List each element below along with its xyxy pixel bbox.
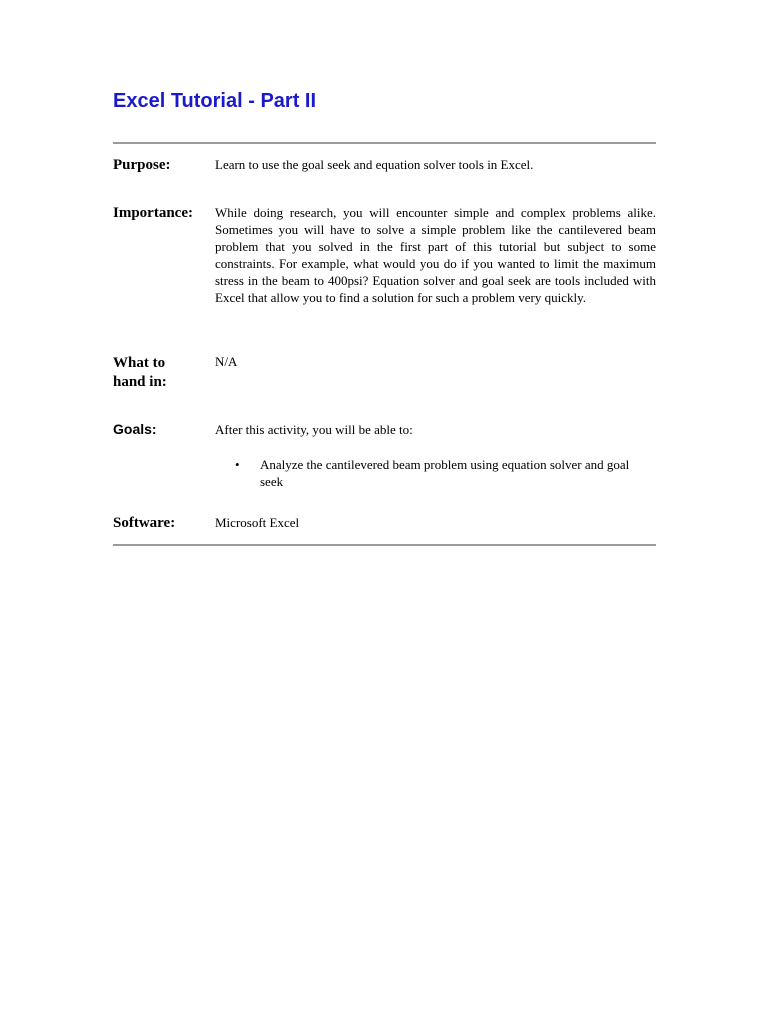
goals-list bbox=[215, 456, 656, 490]
list-item bbox=[215, 456, 656, 490]
goals-intro: After this activity, you will be able to: bbox=[215, 422, 413, 437]
purpose-text: Learn to use the goal seek and equation solver tools in Excel. bbox=[215, 157, 534, 172]
purpose-label: Purpose: bbox=[113, 157, 171, 173]
page-title: Excel Tutorial - Part II bbox=[113, 90, 317, 112]
bullet-icon: • bbox=[235, 457, 240, 472]
goals-label: Goals: bbox=[113, 421, 157, 437]
goal-item-text: Analyze the cantilevered beam problem using equation solver and goal seek bbox=[260, 457, 630, 489]
goals-content bbox=[215, 421, 656, 490]
hand-in-text: N/A bbox=[215, 354, 238, 369]
software-label: Software: bbox=[113, 515, 176, 531]
hand-in-label-line1: What to bbox=[113, 355, 166, 371]
hand-in-label-line2: hand in: bbox=[113, 374, 167, 390]
software-text: Microsoft Excel bbox=[215, 515, 300, 530]
bottom-divider bbox=[113, 544, 656, 546]
importance-label: Importance: bbox=[113, 205, 193, 221]
importance-text: While doing research, you will encounter simple and complex problems alike. Sometimes you will have to solve a simple problem like the cantilevered beam problem that you solved in the first part of this tutorial but subject to some constraints. For example, what would you do if you wanted to limit the maximum stress in the beam to 400psi? Equation solver and goal seek are tools included with Excel that allow you to find a solution for such a problem very quickly. bbox=[215, 205, 656, 305]
hand-in-label bbox=[113, 354, 213, 392]
top-divider bbox=[113, 142, 656, 144]
